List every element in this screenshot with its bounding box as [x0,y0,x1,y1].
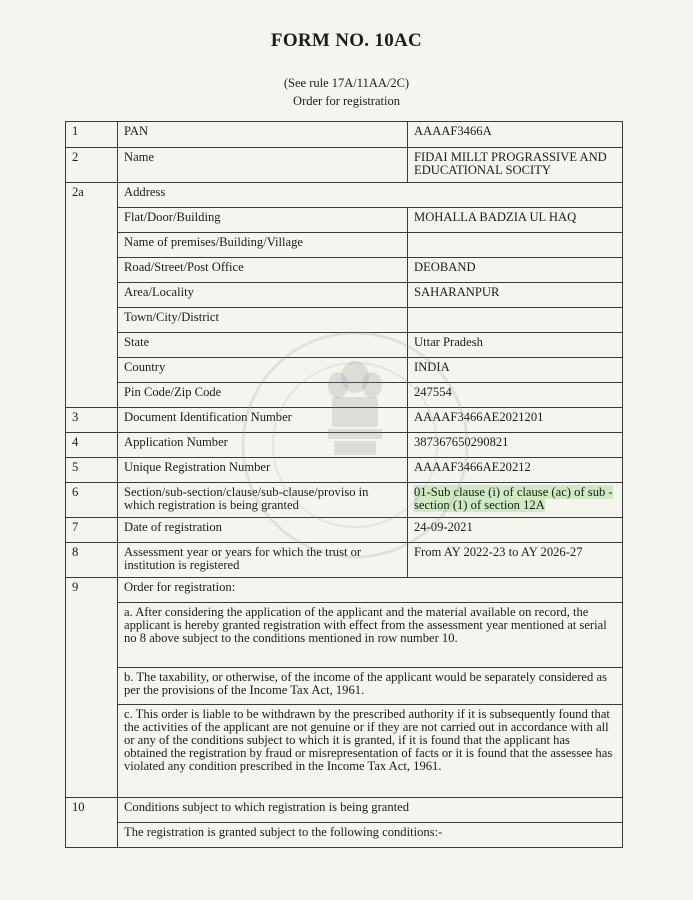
row-address-field [66,358,623,383]
row-section [66,483,623,518]
application-number-value: 387367650290821 [408,433,623,458]
row-assessment-years [66,543,623,578]
row-number: 2 [66,148,118,183]
row-address-field [66,233,623,258]
address-field-label: Country [118,358,408,383]
row-address-field [66,208,623,233]
row-number: 8 [66,543,118,578]
row-conditions-sub [66,823,623,848]
row-number: 10 [66,798,118,848]
row-pan [66,122,623,148]
section-label: Section/sub-section/clause/sub-clause/proviso in which registration is being granted [118,483,408,518]
address-field-label: Road/Street/Post Office [118,258,408,283]
address-field-value: DEOBAND [408,258,623,283]
row-number: 3 [66,408,118,433]
registration-number-value: AAAAF3466AE20212 [408,458,623,483]
order-paragraph-a: a. After considering the application of the applicant and the material available on record, the applicant is hereby granted registration with effect from the assessment year mentioned at serial no 8 above subject to the conditions mentioned in row number 10. [118,603,623,668]
document-id-value: AAAAF3466AE2021201 [408,408,623,433]
pan-value: AAAAF3466A [408,122,623,148]
assessment-years-label: Assessment year or years for which the trust or institution is registered [118,543,408,578]
assessment-years-value: From AY 2022-23 to AY 2026-27 [408,543,623,578]
form-title: FORM NO. 10AC [270,30,423,51]
row-registration-date [66,518,623,543]
row-order-header [66,578,623,603]
address-field-value: INDIA [408,358,623,383]
row-number: 7 [66,518,118,543]
address-field-label: Name of premises/Building/Village [118,233,408,258]
document-id-label: Document Identification Number [118,408,408,433]
row-name [66,148,623,183]
registration-date-label: Date of registration [118,518,408,543]
registration-date-value: 24-09-2021 [408,518,623,543]
address-field-label: Town/City/District [118,308,408,333]
order-paragraph-c: c. This order is liable to be withdrawn by the prescribed authority if it is subsequently found that the activities of the applicant are not genuine or if they are not carried out in accordance with all or any of the conditions subject to which it is granted, if it is found that the applicant has obtained the registration by fraud or misrepresentation of facts or it is found that the assessee has violated any condition prescribed in the Income Tax Act, 1961. [118,705,623,798]
pan-label: PAN [118,122,408,148]
conditions-text: The registration is granted subject to the following conditions:- [118,823,623,848]
form-subtitle: Order for registration [293,94,400,108]
name-value: FIDAI MILLT PROGRASSIVE AND EDUCATIONAL SOCITY [408,148,623,183]
row-application-number [66,433,623,458]
row-number: 5 [66,458,118,483]
address-field-value: MOHALLA BADZIA UL HAQ [408,208,623,233]
row-number: 4 [66,433,118,458]
address-field-value: 247554 [408,383,623,408]
row-address-header [66,183,623,208]
address-label: Address [118,183,623,208]
form-rule-reference: (See rule 17A/11AA/2C) [283,76,410,90]
row-order-para-b [66,668,623,705]
address-field-label: Flat/Door/Building [118,208,408,233]
name-label: Name [118,148,408,183]
registration-table [65,121,623,848]
address-field-label: Pin Code/Zip Code [118,383,408,408]
row-order-para-c [66,705,623,798]
row-number: 2a [66,183,118,408]
row-address-field [66,333,623,358]
order-paragraph-b: b. The taxability, or otherwise, of the income of the applicant would be separately considered as per the provisions of the Income Tax Act, 1961. [118,668,623,705]
row-number: 6 [66,483,118,518]
registration-number-label: Unique Registration Number [118,458,408,483]
address-field-value [408,308,623,333]
address-field-label: State [118,333,408,358]
address-field-value: Uttar Pradesh [408,333,623,358]
address-field-value [408,233,623,258]
row-registration-number [66,458,623,483]
row-number: 9 [66,578,118,798]
row-address-field [66,308,623,333]
row-document-id [66,408,623,433]
section-value-text: 01-Sub clause (i) of clause (ac) of sub -section (1) of section 12A [414,485,613,512]
row-number: 1 [66,122,118,148]
row-order-para-a [66,603,623,668]
row-conditions-header [66,798,623,823]
conditions-label: Conditions subject to which registration is being granted [118,798,623,823]
order-label: Order for registration: [118,578,623,603]
row-address-field [66,283,623,308]
section-value [408,483,623,518]
row-address-field [66,258,623,283]
address-field-value: SAHARANPUR [408,283,623,308]
row-address-field [66,383,623,408]
address-field-label: Area/Locality [118,283,408,308]
application-number-label: Application Number [118,433,408,458]
